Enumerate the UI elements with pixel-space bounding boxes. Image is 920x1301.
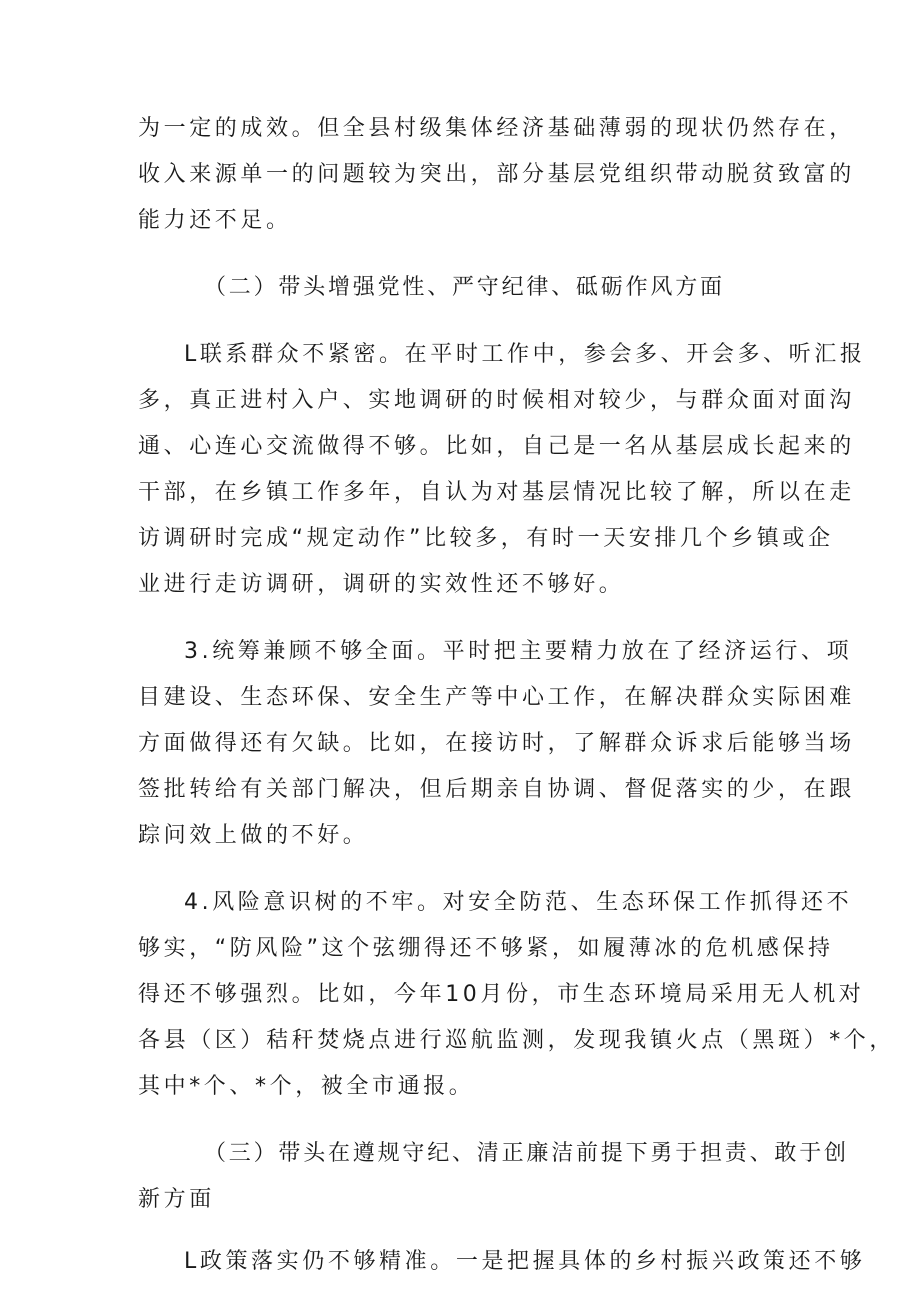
text-line: 各县（区）秸秆焚烧点进行巡航监测，发现我镇火点（黑斑）*个， bbox=[138, 1028, 896, 1053]
section-heading-3 bbox=[138, 1131, 849, 1223]
text-line: 访调研时完成“规定动作”比较多，有时一天安排几个乡镇或企 bbox=[138, 526, 834, 551]
text-line: 方面做得还有欠缺。比如，在接访时，了解群众诉求后能够当场 bbox=[138, 731, 855, 756]
text-line: 收入来源单一的问题较为突出，部分基层党组织带动脱贫致富的 bbox=[138, 162, 855, 187]
text-line: 通、心连心交流做得不够。比如，自己是一名从基层成长起来的 bbox=[138, 434, 855, 459]
section-heading-text: （三）带头在遵规守纪、清正廉洁前提下勇于担责、敢于创 bbox=[204, 1141, 849, 1166]
text-line: 多，真正进村入户、实地调研的时候相对较少，与群众面对面沟 bbox=[138, 388, 855, 413]
section-heading-text: 新方面 bbox=[138, 1187, 215, 1212]
text-line: L政策落实仍不够精准。一是把握具体的乡村振兴政策还不够 bbox=[184, 1249, 866, 1274]
text-line: 够实，“防风险”这个弦绷得还不够紧，如履薄冰的危机感保持 bbox=[138, 936, 834, 961]
paragraph-item-4 bbox=[138, 880, 896, 1110]
text-line: L联系群众不紧密。在平时工作中，参会多、开会多、听汇报 bbox=[184, 342, 866, 367]
paragraph-economy-status bbox=[138, 106, 855, 244]
paragraph-item-1 bbox=[138, 332, 866, 608]
paragraph-item-3 bbox=[138, 629, 855, 859]
text-line: 4.风险意识树的不牢。对安全防范、生态环保工作抓得还不 bbox=[184, 890, 853, 915]
text-line: 其中*个、*个，被全市通报。 bbox=[138, 1074, 475, 1099]
text-line: 得还不够强烈。比如，今年10月份，市生态环境局采用无人机对 bbox=[138, 982, 865, 1007]
section-heading-2 bbox=[138, 265, 790, 311]
text-line: 3.统筹兼顾不够全面。平时把主要精力放在了经济运行、项 bbox=[184, 639, 853, 664]
text-line: 为一定的成效。但全县村级集体经济基础薄弱的现状仍然存在， bbox=[138, 116, 855, 141]
paragraph-policy-item-1 bbox=[138, 1239, 866, 1285]
text-line: 目建设、生态环保、安全生产等中心工作，在解决群众实际困难 bbox=[138, 685, 855, 710]
document-page bbox=[138, 106, 896, 1285]
text-line: 业进行走访调研，调研的实效性还不够好。 bbox=[138, 572, 625, 597]
text-line: 干部，在乡镇工作多年，自认为对基层情况比较了解，所以在走 bbox=[138, 480, 855, 505]
text-line: 能力还不足。 bbox=[138, 208, 292, 233]
text-line: 踪问效上做的不好。 bbox=[138, 823, 369, 848]
text-line: 签批转给有关部门解决，但后期亲自协调、督促落实的少，在跟 bbox=[138, 777, 855, 802]
section-heading-text: （二）带头增强党性、严守纪律、砥砺作风方面 bbox=[204, 275, 725, 300]
